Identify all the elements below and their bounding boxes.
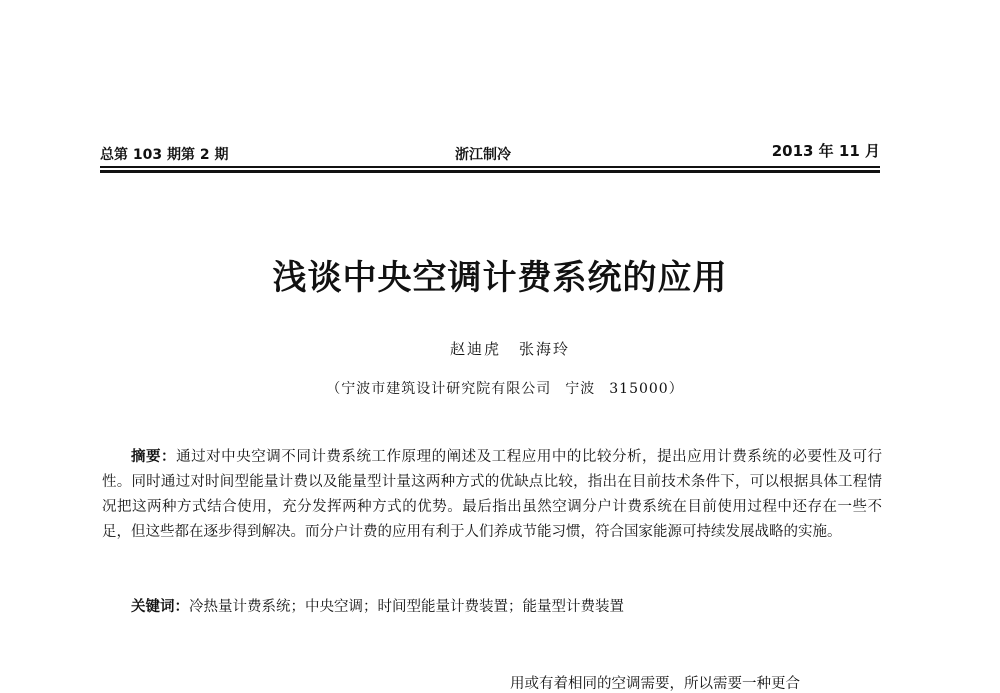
- abstract: [102, 445, 882, 545]
- author-list: [0, 338, 1000, 359]
- keywords: [102, 595, 882, 620]
- header-rule-thin: [100, 166, 880, 168]
- header-rule-thick: [100, 170, 880, 173]
- issue-number: 总第 103 期第 2 期: [100, 147, 229, 163]
- affiliation-city: 宁波: [565, 381, 596, 397]
- affiliation-zip: 315000: [609, 381, 669, 397]
- article-title: 浅谈中央空调计费系统的应用: [272, 258, 728, 298]
- abstract-label: 摘要：: [131, 449, 177, 465]
- running-header: [100, 140, 880, 168]
- affiliation-org: 宁波市建筑设计研究院有限公司: [341, 381, 552, 397]
- abstract-text: 通过对中央空调不同计费系统工作原理的阐述及工程应用中的比较分析，提出应用计费系统的必要性及可行性。同时通过对时间型能量计费以及能量型计量这两种方式的优缺点比较，指出在目前技术条件下，可以根据具体工程情况把这两种方式结合使用，充分发挥两种方式的优势。最后指出虽然空调分户计费系统在目前使用过程中还存在一些不足，但这些都在逐步得到解决。而分户计费的应用有利于人们养成节能习惯，符合国家能源可持续发展战略的实施。: [102, 449, 882, 540]
- body-text-fragment: 用或有着相同的空调需要，所以需要一种更合: [510, 676, 800, 692]
- keywords-text: 冷热量计费系统；中央空调；时间型能量计费装置；能量型计费装置: [189, 599, 624, 615]
- author-name: 张海玲: [519, 340, 571, 358]
- author-name: 赵迪虎: [449, 340, 501, 358]
- author-affiliation: （宁波市建筑设计研究院有限公司 宁波 315000）: [326, 381, 684, 397]
- keywords-label: 关键词：: [131, 599, 189, 615]
- journal-name: 浙江制冷: [455, 147, 511, 163]
- issue-date: 2013 年 11 月: [771, 142, 880, 160]
